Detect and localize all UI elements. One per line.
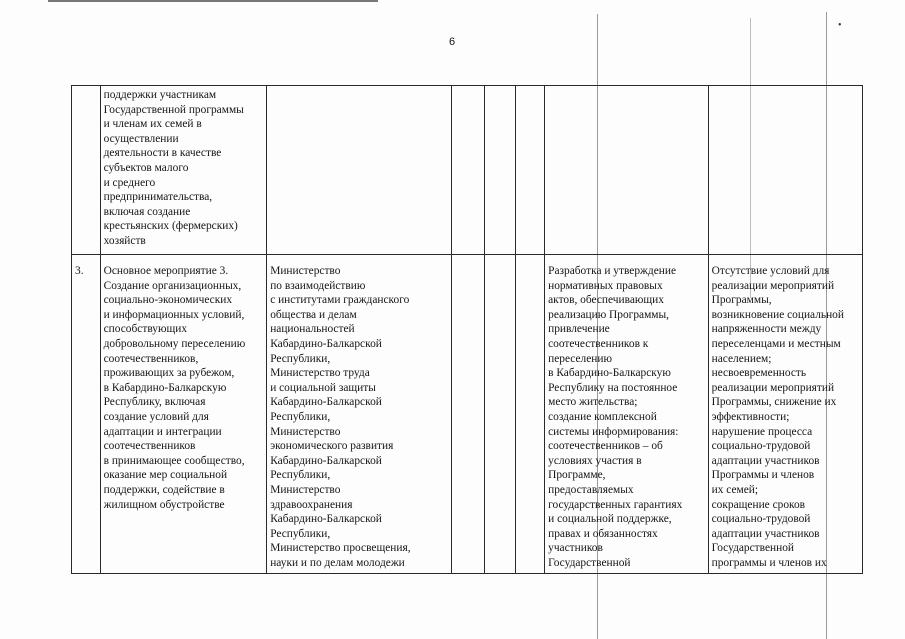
executor-cell <box>267 86 452 255</box>
activity-cell: Основное мероприятие 3. Создание организационных, социально-экономических и информационных условий, способствующих добровольному переселению соотечественников, проживающих за рубежом, в Кабардино-Балкарскую Республику, включая создание условий для адаптации и интеграции соотечественников в принимающее сообщество, оказание мер социальной поддержки, содействие в жилищном обустройстве <box>100 255 267 574</box>
end-year-cell <box>484 255 515 574</box>
row-number-cell: 3. <box>72 255 101 574</box>
end-year-cell <box>484 86 515 255</box>
row-number-cell <box>72 86 101 255</box>
table-row <box>72 86 863 255</box>
table-row <box>72 255 863 574</box>
page-number: 6 <box>449 36 456 48</box>
start-year-cell <box>452 255 485 574</box>
empty-cell <box>515 86 545 255</box>
consequences-cell: Отсутствие условий для реализации мероприятий Программы, возникновение социальной напряженности между переселенцами и местным населением; несвоевременность реализации мероприятий Программы, снижение их эффективности; нарушение процесса социально-трудовой адаптации участников Программы и членов их семей; сокращение сроков социально-трудовой адаптации участников Государственной программы и членов их <box>708 255 862 574</box>
expected-result-cell <box>545 86 709 255</box>
program-activities-table <box>71 85 863 574</box>
scan-artifact-top-left <box>48 0 378 2</box>
start-year-cell <box>452 86 485 255</box>
expected-result-cell: Разработка и утверждение нормативных правовых актов, обеспечивающих реализацию Программы, привлечение соотечественников к переселению в Кабардино-Балкарскую Республику на постоянное место жительства; создание комплексной системы информирования: соотечественников – об условиях участия в Программе, предоставляемых государственных гарантиях и социальной поддержке, правах и обязанностях участников Государственной <box>545 255 709 574</box>
activity-cell: поддержки участникам Государственной программы и членам их семей в осуществлении деятельности в качестве субъектов малого и среднего предпринимательства, включая создание крестьянских (фермерских) хозяйств <box>100 86 267 255</box>
consequences-cell <box>708 86 862 255</box>
executor-cell: Министерство по взаимодействию с институтами гражданского общества и делам национальностей Кабардино-Балкарской Республики, Министерство труда и социальной защиты Кабардино-Балкарской Республики, Министерство экономического развития Кабардино-Балкарской Республики, Министерство здравоохранения Кабардино-Балкарской Республики, Министерство просвещения, науки и по делам молодежи <box>267 255 452 574</box>
scan-artifact-dot: • <box>838 20 842 31</box>
empty-cell <box>515 255 545 574</box>
